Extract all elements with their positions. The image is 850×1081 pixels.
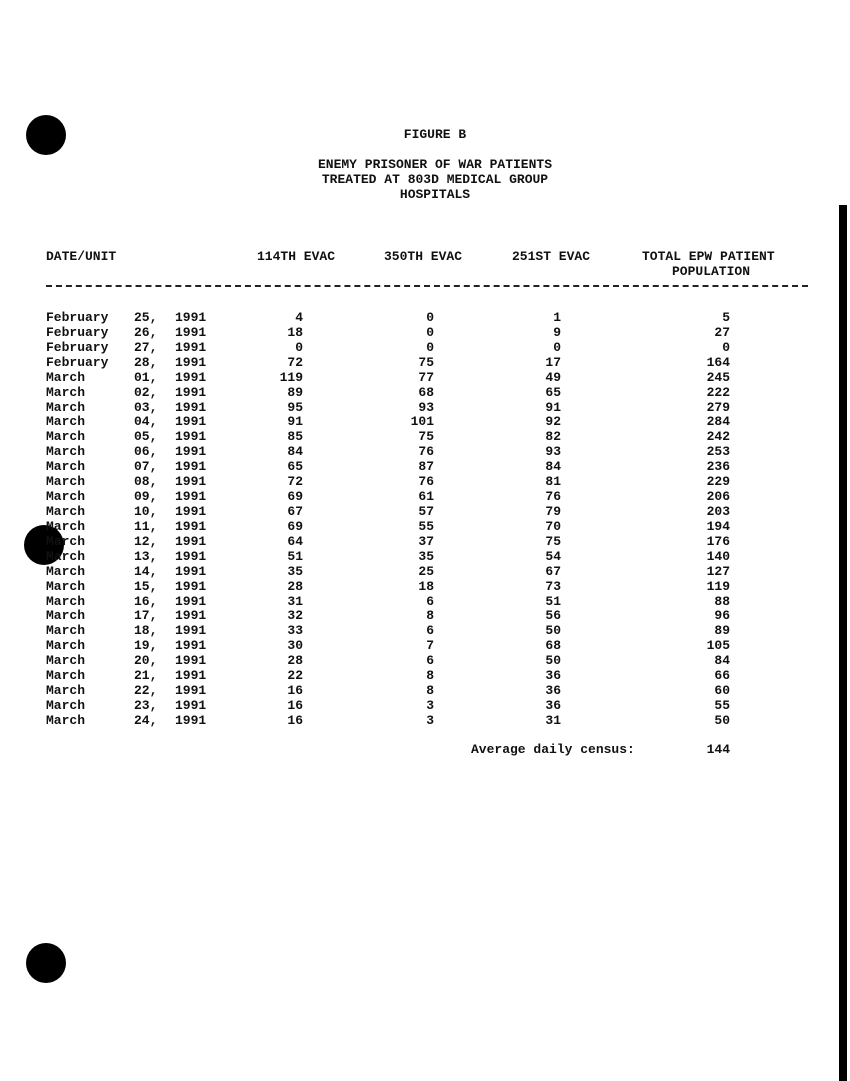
table-row <box>0 400 850 415</box>
cell-251st-evac: 75 <box>545 533 561 549</box>
table-row <box>0 474 850 489</box>
cell-251st-evac: 36 <box>545 683 561 698</box>
cell-day: 17, <box>134 608 158 624</box>
cell-350th-evac: 8 <box>426 608 434 624</box>
cell-year: 1991 <box>175 324 207 340</box>
title-line-2: TREATED AT 803D MEDICAL GROUP <box>321 172 549 187</box>
cell-114th-evac: 64 <box>287 533 303 549</box>
cell-month: March <box>46 668 86 684</box>
cell-month: February <box>46 354 109 370</box>
cell-month: March <box>46 384 86 400</box>
table-row <box>0 370 850 385</box>
table-row <box>0 534 850 549</box>
cell-350th-evac: 55 <box>418 518 434 534</box>
cell-251st-evac: 36 <box>545 697 561 713</box>
cell-total: 50 <box>714 712 730 728</box>
cell-114th-evac: 95 <box>287 399 303 415</box>
cell-year: 1991 <box>175 668 207 684</box>
cell-month: March <box>46 712 86 728</box>
cell-114th-evac: 67 <box>287 504 303 519</box>
cell-month: March <box>46 429 86 445</box>
cell-251st-evac: 49 <box>545 369 561 385</box>
cell-251st-evac: 70 <box>545 518 561 534</box>
table-row <box>0 355 850 370</box>
cell-251st-evac: 54 <box>545 548 561 564</box>
cell-114th-evac: 69 <box>287 518 303 534</box>
cell-114th-evac: 16 <box>287 712 303 728</box>
cell-251st-evac: 68 <box>545 638 561 654</box>
table-row <box>0 385 850 400</box>
cell-251st-evac: 81 <box>545 474 561 490</box>
cell-day: 27, <box>134 339 158 355</box>
cell-114th-evac: 18 <box>287 324 303 340</box>
cell-day: 18, <box>134 623 158 639</box>
table-row <box>0 713 850 728</box>
cell-251st-evac: 31 <box>545 712 561 728</box>
cell-day: 24, <box>134 712 158 728</box>
table-row <box>0 504 850 519</box>
cell-251st-evac: 56 <box>545 608 561 624</box>
cell-total: 284 <box>706 414 730 430</box>
cell-total: 105 <box>706 638 730 654</box>
cell-month: February <box>46 310 109 325</box>
cell-month: March <box>46 683 86 698</box>
cell-year: 1991 <box>175 489 207 504</box>
cell-month: March <box>46 563 86 579</box>
cell-251st-evac: 50 <box>545 653 561 669</box>
cell-day: 07, <box>134 459 158 475</box>
cell-114th-evac: 65 <box>287 459 303 475</box>
cell-month: March <box>46 474 86 490</box>
cell-year: 1991 <box>175 339 207 355</box>
cell-year: 1991 <box>175 548 207 564</box>
table-row <box>0 414 850 429</box>
cell-total: 89 <box>714 623 730 639</box>
cell-350th-evac: 101 <box>410 414 434 430</box>
cell-year: 1991 <box>175 399 207 415</box>
cell-day: 16, <box>134 593 158 609</box>
cell-total: 206 <box>706 489 730 504</box>
cell-year: 1991 <box>175 444 207 460</box>
cell-350th-evac: 76 <box>418 444 434 460</box>
cell-350th-evac: 0 <box>426 324 434 340</box>
cell-total: 119 <box>706 578 730 594</box>
cell-year: 1991 <box>175 578 207 594</box>
cell-114th-evac: 35 <box>287 563 303 579</box>
cell-day: 11, <box>134 518 158 534</box>
cell-month: March <box>46 578 86 594</box>
cell-total: 245 <box>706 369 730 385</box>
cell-year: 1991 <box>175 653 207 669</box>
title-line-3: HOSPITALS <box>399 187 471 202</box>
cell-114th-evac: 30 <box>287 638 303 654</box>
title-line-1: ENEMY PRISONER OF WAR PATIENTS <box>317 157 553 172</box>
cell-total: 88 <box>714 593 730 609</box>
cell-year: 1991 <box>175 593 207 609</box>
cell-total: 203 <box>706 504 730 519</box>
cell-total: 0 <box>722 339 730 355</box>
cell-month: February <box>46 339 109 355</box>
cell-251st-evac: 36 <box>545 668 561 684</box>
cell-year: 1991 <box>175 638 207 654</box>
cell-month: March <box>46 444 86 460</box>
table-row <box>0 594 850 609</box>
cell-day: 22, <box>134 683 158 698</box>
cell-month: March <box>46 533 86 549</box>
cell-350th-evac: 87 <box>418 459 434 475</box>
cell-month: March <box>46 459 86 475</box>
table-row <box>0 564 850 579</box>
cell-day: 02, <box>134 384 158 400</box>
cell-350th-evac: 0 <box>426 310 434 325</box>
average-value: 144 <box>706 742 730 757</box>
cell-day: 19, <box>134 638 158 654</box>
cell-day: 26, <box>134 324 158 340</box>
cell-total: 164 <box>706 354 730 370</box>
table-row <box>0 653 850 668</box>
cell-251st-evac: 1 <box>553 310 561 325</box>
cell-114th-evac: 32 <box>287 608 303 624</box>
table-row <box>0 638 850 653</box>
cell-day: 06, <box>134 444 158 460</box>
cell-114th-evac: 72 <box>287 474 303 490</box>
cell-year: 1991 <box>175 563 207 579</box>
cell-total: 140 <box>706 548 730 564</box>
table-row <box>0 444 850 459</box>
cell-total: 66 <box>714 668 730 684</box>
table-row <box>0 519 850 534</box>
cell-251st-evac: 17 <box>545 354 561 370</box>
cell-total: 253 <box>706 444 730 460</box>
cell-total: 127 <box>706 563 730 579</box>
cell-114th-evac: 84 <box>287 444 303 460</box>
cell-day: 13, <box>134 548 158 564</box>
punch-hole-bottom <box>26 943 66 983</box>
cell-year: 1991 <box>175 504 207 519</box>
header-total-line-1: TOTAL EPW PATIENT <box>642 249 775 264</box>
cell-350th-evac: 75 <box>418 429 434 445</box>
cell-total: 27 <box>714 324 730 340</box>
cell-251st-evac: 82 <box>545 429 561 445</box>
table-row <box>0 325 850 340</box>
cell-month: March <box>46 548 86 564</box>
header-350th-evac: 350TH EVAC <box>384 249 463 264</box>
cell-month: March <box>46 489 86 504</box>
cell-114th-evac: 4 <box>295 310 303 325</box>
cell-day: 04, <box>134 414 158 430</box>
cell-month: March <box>46 518 86 534</box>
cell-year: 1991 <box>175 623 207 639</box>
cell-total: 194 <box>706 518 730 534</box>
cell-year: 1991 <box>175 683 207 698</box>
cell-year: 1991 <box>175 518 207 534</box>
header-divider <box>46 285 808 287</box>
table-row <box>0 623 850 638</box>
cell-251st-evac: 76 <box>545 489 561 504</box>
cell-114th-evac: 91 <box>287 414 303 430</box>
cell-month: March <box>46 504 86 519</box>
table-row <box>0 668 850 683</box>
table-row <box>0 683 850 698</box>
cell-251st-evac: 65 <box>545 384 561 400</box>
cell-total: 279 <box>706 399 730 415</box>
cell-total: 55 <box>714 697 730 713</box>
cell-month: March <box>46 369 86 385</box>
cell-350th-evac: 77 <box>418 369 434 385</box>
cell-350th-evac: 37 <box>418 533 434 549</box>
cell-350th-evac: 61 <box>418 489 434 504</box>
cell-114th-evac: 28 <box>287 653 303 669</box>
cell-year: 1991 <box>175 414 207 430</box>
cell-114th-evac: 51 <box>287 548 303 564</box>
cell-year: 1991 <box>175 354 207 370</box>
cell-total: 5 <box>722 310 730 325</box>
cell-day: 10, <box>134 504 158 519</box>
cell-114th-evac: 72 <box>287 354 303 370</box>
table-row <box>0 698 850 713</box>
cell-month: March <box>46 653 86 669</box>
cell-year: 1991 <box>175 533 207 549</box>
table-row <box>0 310 850 325</box>
cell-251st-evac: 79 <box>545 504 561 519</box>
cell-114th-evac: 31 <box>287 593 303 609</box>
cell-day: 12, <box>134 533 158 549</box>
cell-114th-evac: 0 <box>295 339 303 355</box>
cell-251st-evac: 93 <box>545 444 561 460</box>
cell-350th-evac: 25 <box>418 563 434 579</box>
cell-251st-evac: 84 <box>545 459 561 475</box>
cell-day: 09, <box>134 489 158 504</box>
cell-total: 60 <box>714 683 730 698</box>
cell-total: 96 <box>714 608 730 624</box>
cell-month: March <box>46 593 86 609</box>
cell-total: 176 <box>706 533 730 549</box>
average-label: Average daily census: <box>471 742 635 757</box>
cell-251st-evac: 9 <box>553 324 561 340</box>
cell-350th-evac: 3 <box>426 697 434 713</box>
cell-114th-evac: 89 <box>287 384 303 400</box>
header-date-unit: DATE/UNIT <box>46 249 117 264</box>
cell-total: 242 <box>706 429 730 445</box>
cell-month: March <box>46 623 86 639</box>
cell-year: 1991 <box>175 310 207 325</box>
cell-114th-evac: 16 <box>287 697 303 713</box>
table-row <box>0 608 850 623</box>
cell-year: 1991 <box>175 369 207 385</box>
cell-month: March <box>46 638 86 654</box>
cell-day: 01, <box>134 369 158 385</box>
cell-350th-evac: 68 <box>418 384 434 400</box>
cell-251st-evac: 67 <box>545 563 561 579</box>
cell-114th-evac: 119 <box>279 369 303 385</box>
cell-251st-evac: 51 <box>545 593 561 609</box>
cell-350th-evac: 57 <box>418 504 434 519</box>
cell-350th-evac: 75 <box>418 354 434 370</box>
cell-114th-evac: 22 <box>287 668 303 684</box>
cell-251st-evac: 50 <box>545 623 561 639</box>
cell-350th-evac: 35 <box>418 548 434 564</box>
cell-day: 15, <box>134 578 158 594</box>
header-251st-evac: 251ST EVAC <box>512 249 591 264</box>
cell-month: March <box>46 399 86 415</box>
figure-label: FIGURE B <box>403 127 467 142</box>
header-total-line-2: POPULATION <box>672 264 751 279</box>
cell-350th-evac: 0 <box>426 339 434 355</box>
cell-total: 236 <box>706 459 730 475</box>
cell-350th-evac: 93 <box>418 399 434 415</box>
cell-year: 1991 <box>175 712 207 728</box>
cell-251st-evac: 92 <box>545 414 561 430</box>
cell-350th-evac: 6 <box>426 653 434 669</box>
cell-day: 23, <box>134 697 158 713</box>
cell-year: 1991 <box>175 429 207 445</box>
cell-year: 1991 <box>175 384 207 400</box>
table-row <box>0 429 850 444</box>
cell-day: 28, <box>134 354 158 370</box>
cell-114th-evac: 16 <box>287 683 303 698</box>
header-114th-evac: 114TH EVAC <box>257 249 336 264</box>
cell-month: March <box>46 697 86 713</box>
cell-114th-evac: 85 <box>287 429 303 445</box>
cell-year: 1991 <box>175 697 207 713</box>
table-row <box>0 489 850 504</box>
cell-year: 1991 <box>175 474 207 490</box>
cell-year: 1991 <box>175 459 207 475</box>
cell-day: 21, <box>134 668 158 684</box>
cell-day: 25, <box>134 310 158 325</box>
cell-350th-evac: 6 <box>426 593 434 609</box>
cell-month: March <box>46 414 86 430</box>
table-row <box>0 549 850 564</box>
cell-114th-evac: 33 <box>287 623 303 639</box>
cell-year: 1991 <box>175 608 207 624</box>
cell-day: 20, <box>134 653 158 669</box>
cell-114th-evac: 28 <box>287 578 303 594</box>
cell-114th-evac: 69 <box>287 489 303 504</box>
cell-month: March <box>46 608 86 624</box>
table-row <box>0 459 850 474</box>
table-row <box>0 340 850 355</box>
cell-350th-evac: 7 <box>426 638 434 654</box>
cell-350th-evac: 18 <box>418 578 434 594</box>
cell-350th-evac: 3 <box>426 712 434 728</box>
cell-251st-evac: 0 <box>553 339 561 355</box>
cell-month: February <box>46 324 109 340</box>
cell-251st-evac: 91 <box>545 399 561 415</box>
cell-total: 84 <box>714 653 730 669</box>
cell-350th-evac: 8 <box>426 683 434 698</box>
cell-day: 03, <box>134 399 158 415</box>
cell-350th-evac: 8 <box>426 668 434 684</box>
cell-day: 08, <box>134 474 158 490</box>
cell-total: 222 <box>706 384 730 400</box>
cell-day: 14, <box>134 563 158 579</box>
cell-350th-evac: 76 <box>418 474 434 490</box>
table-row <box>0 579 850 594</box>
cell-251st-evac: 73 <box>545 578 561 594</box>
cell-day: 05, <box>134 429 158 445</box>
cell-350th-evac: 6 <box>426 623 434 639</box>
cell-total: 229 <box>706 474 730 490</box>
